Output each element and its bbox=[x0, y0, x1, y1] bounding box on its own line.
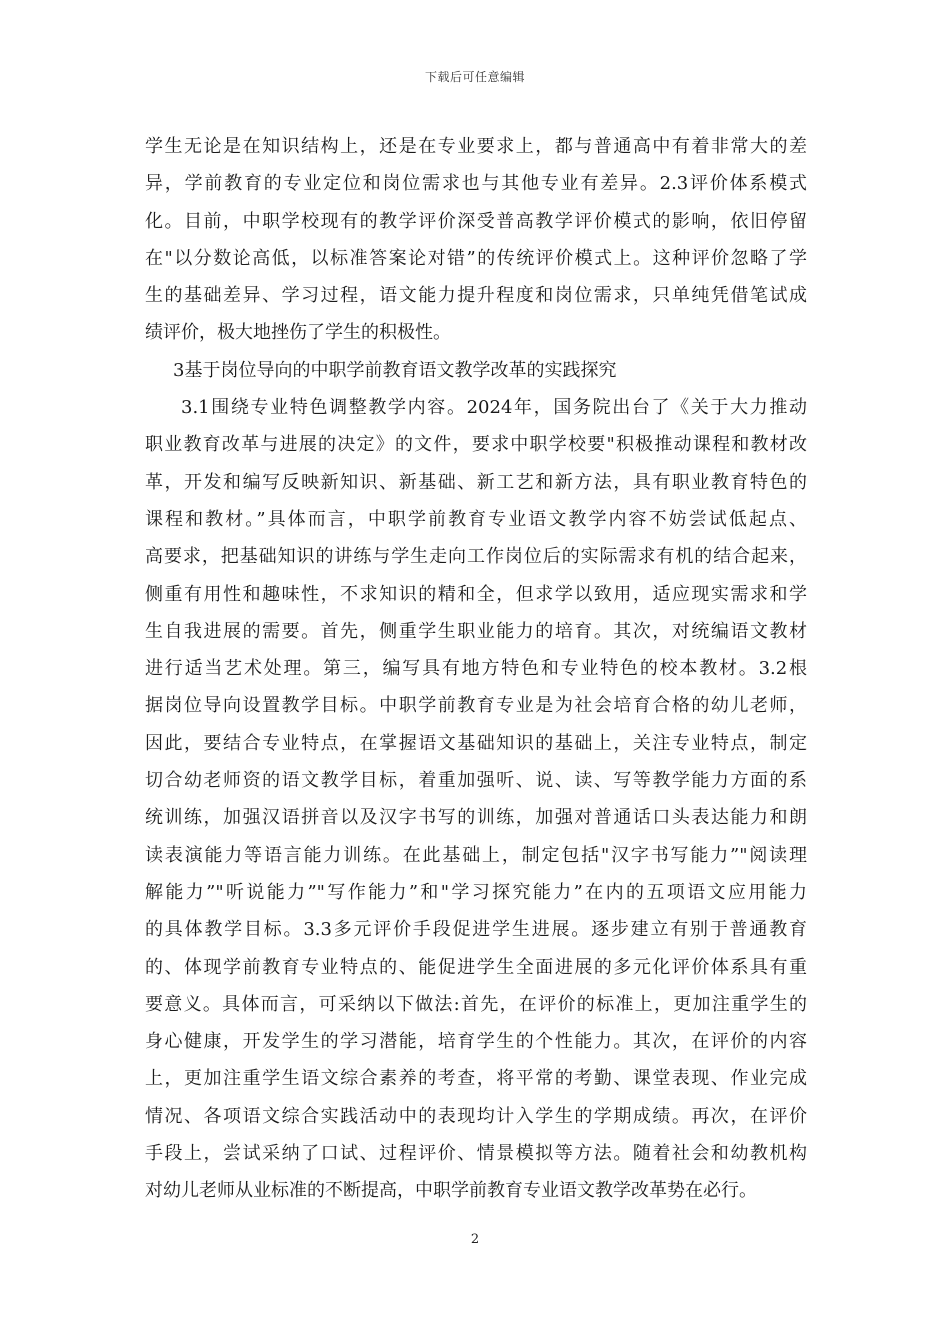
text-line: 进行适当艺术处理。第三，编写具有地方特色和专业特色的校本教材。3.2根 bbox=[145, 658, 807, 680]
text-line: 要意义。具体而言，可采纳以下做法:首先，在评价的标准上，更加注重学生的 bbox=[145, 993, 807, 1015]
paragraph-1 bbox=[145, 128, 807, 352]
text-line: 化。目前，中职学校现有的教学评价深受普高教学评价模式的影响，依旧停留 bbox=[145, 210, 807, 232]
paragraph-2 bbox=[145, 389, 807, 1210]
document-body bbox=[145, 128, 807, 1210]
text-line: 读表演能力等语言能力训练。在此基础上，制定包括"汉字书写能力”"阅读理 bbox=[145, 844, 807, 866]
text-line: 绩评价，极大地挫伤了学生的积极性。 bbox=[145, 322, 451, 344]
text-line: 统训练，加强汉语拼音以及汉字书写的训练，加强对普通话口头表达能力和朗 bbox=[145, 807, 807, 829]
text-line: 上，更加注重学生语文综合素养的考查，将平常的考勤、课堂表现、作业完成 bbox=[145, 1068, 807, 1090]
text-line: 生的基础差异、学习过程，语文能力提升程度和岗位需求，只单纯凭借笔试成 bbox=[145, 285, 807, 307]
text-line: 情况、各项语文综合实践活动中的表现均计入学生的学期成绩。再次，在评价 bbox=[145, 1105, 807, 1127]
text-line: 切合幼老师资的语文教学目标，着重加强听、说、读、写等教学能力方面的系 bbox=[145, 770, 807, 792]
text-line: 3.1围绕专业特色调整教学内容。2024年，国务院出台了《关于大力推动 bbox=[181, 397, 807, 419]
text-line: 因此，要结合专业特点，在掌握语文基础知识的基础上，关注专业特点，制定 bbox=[145, 732, 807, 754]
text-line: 革，开发和编写反映新知识、新基础、新工艺和新方法，具有职业教育特色的 bbox=[145, 471, 807, 493]
text-line: 的、体现学前教育专业特点的、能促进学生全面进展的多元化评价体系具有重 bbox=[145, 956, 807, 978]
text-line: 高要求，把基础知识的讲练与学生走向工作岗位后的实际需求有机的结合起来， bbox=[145, 546, 807, 568]
text-line: 的具体教学目标。3.3多元评价手段促进学生进展。逐步建立有别于普通教育 bbox=[145, 919, 807, 941]
text-line: 对幼儿老师从业标准的不断提高，中职学前教育专业语文教学改革势在必行。 bbox=[145, 1180, 757, 1202]
page-header: 下载后可任意编辑 bbox=[424, 70, 525, 84]
text-line: 学生无论是在知识结构上，还是在专业要求上，都与普通高中有着非常大的差 bbox=[145, 136, 807, 157]
text-line: 在"以分数论高低，以标准答案论对错”的传统评价模式上。这种评价忽略了学 bbox=[145, 247, 807, 269]
page-number: 2 bbox=[470, 1232, 480, 1247]
text-line: 课程和教材。”具体而言，中职学前教育专业语文教学内容不妨尝试低起点、 bbox=[145, 508, 807, 530]
section-heading: 3基于岗位导向的中职学前教育语文教学改革的实践探究 bbox=[173, 359, 617, 381]
text-line: 生自我进展的需要。首先，侧重学生职业能力的培育。其次，对统编语文教材 bbox=[145, 620, 807, 642]
text-line: 职业教育改革与进展的决定》的文件，要求中职学校要"积极推动课程和教材改 bbox=[145, 434, 807, 456]
text-line: 侧重有用性和趣味性，不求知识的精和全，但求学以致用，适应现实需求和学 bbox=[145, 583, 807, 605]
text-line: 异，学前教育的专业定位和岗位需求也与其他专业有差异。2.3评价体系模式 bbox=[145, 173, 807, 195]
text-line: 身心健康，开发学生的学习潜能，培育学生的个性能力。其次，在评价的内容 bbox=[145, 1031, 807, 1053]
text-line: 解能力”"听说能力”"写作能力”和"学习探究能力”在内的五项语文应用能力 bbox=[145, 881, 807, 903]
text-line: 手段上，尝试采纳了口试、过程评价、情景模拟等方法。随着社会和幼教机构 bbox=[145, 1143, 807, 1165]
text-line: 据岗位导向设置教学目标。中职学前教育专业是为社会培育合格的幼儿老师， bbox=[145, 695, 807, 717]
